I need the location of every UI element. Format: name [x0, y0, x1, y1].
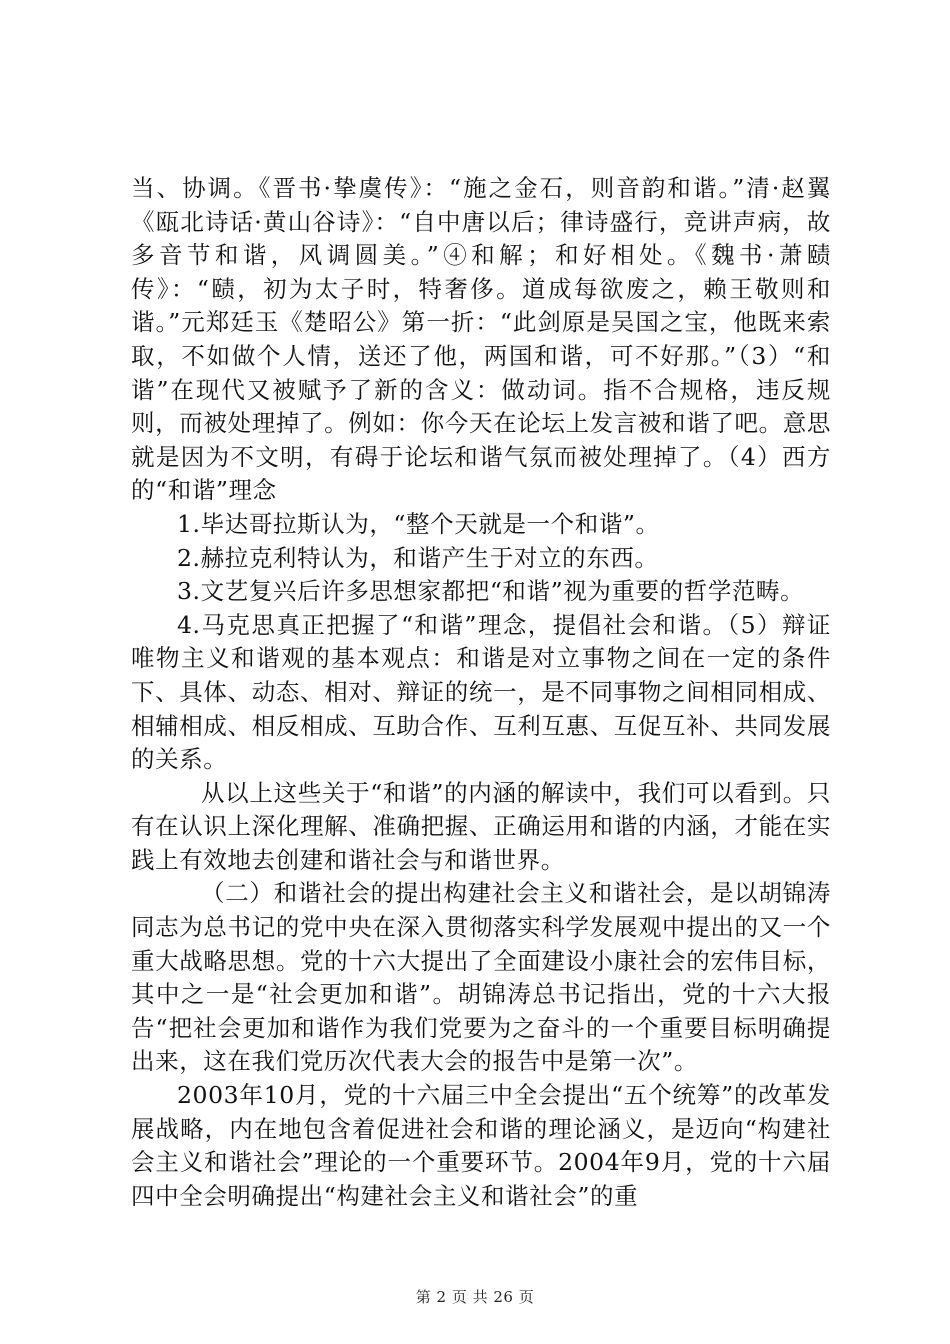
- page-footer: 第 2 页 共 26 页: [415, 1288, 535, 1306]
- paragraph-2003-2004: 2003年10月，党的十六届三中全会提出“五个统筹”的改革发展战略，内在地包含着促进社会和谐的理论涵义，是迈向“构建社会主义和谐社会”理论的一个重要环节。2004年9月，党的十六届四中全会明确提出“构建社会主义和谐社会”的重: [131, 1081, 831, 1210]
- list-item-renaissance: 3.文艺复兴后许多思想家都把“和谐”视为重要的哲学范畴。: [177, 577, 805, 606]
- paragraph-section-two: （二）和谐社会的提出构建社会主义和谐社会，是以胡锦涛同志为总书记的党中央在深入贯彻落实科学发展观中提出的又一个重大战略思想。党的十六大提出了全面建设小康社会的宏伟目标，其中之一是“社会更加和谐”。胡锦涛总书记指出，党的十六大报告“把社会更加和谐作为我们党要为之奋斗的一个重要目标明确提出来，这在我们党历次代表大会的报告中是第一次”。: [131, 879, 831, 1076]
- paragraph-conclusion: 从以上这些关于“和谐”的内涵的解读中，我们可以看到。只有在认识上深化理解、准确把握、正确运用和谐的内涵，才能在实践上有效地去创建和谐社会与和谐世界。: [131, 778, 831, 874]
- body-text: [131, 172, 831, 1213]
- list-item-heraclitus: 2.赫拉克利特认为，和谐产生于对立的东西。: [177, 543, 659, 572]
- paragraph-harmony-meanings: 当、协调。《晋书·挚虞传》：“施之金石，则音韵和谐。”清·赵翼《瓯北诗话·黄山谷诗》：“自中唐以后；律诗盛行，竞讲声病，故多音节和谐，风调圆美。”④和解；和好相处。《魏书·萧赜传》：“赜，初为太子时，特奢侈。道成每欲废之，赖王敬则和谐。”元郑廷玉《楚昭公》第一折：“此剑原是吴国之宝，他既来索取，不如做个人情，送还了他，两国和谐，可不好那。”（3）“和谐”在现代又被赋予了新的含义：做动词。指不合规格，违反规则，而被处理掉了。例如：你今天在论坛上发言被和谐了吧。意思就是因为不文明，有碍于论坛和谐气氛而被处理掉了。（4）西方的“和谐”理念: [131, 174, 831, 505]
- list-item-marx: 4.马克思真正把握了“和谐”理念，提倡社会和谐。（5）辩证唯物主义和谐观的基本观点：和谐是对立事物之间在一定的条件下、具体、动态、相对、辩证的统一，是不同事物之间相同相成、相辅相成、相反相成、互助合作、互利互惠、互促互补、共同发展的关系。: [131, 610, 831, 774]
- list-item-pythagoras: 1.毕达哥拉斯认为，“整个天就是一个和谐”。: [177, 509, 660, 538]
